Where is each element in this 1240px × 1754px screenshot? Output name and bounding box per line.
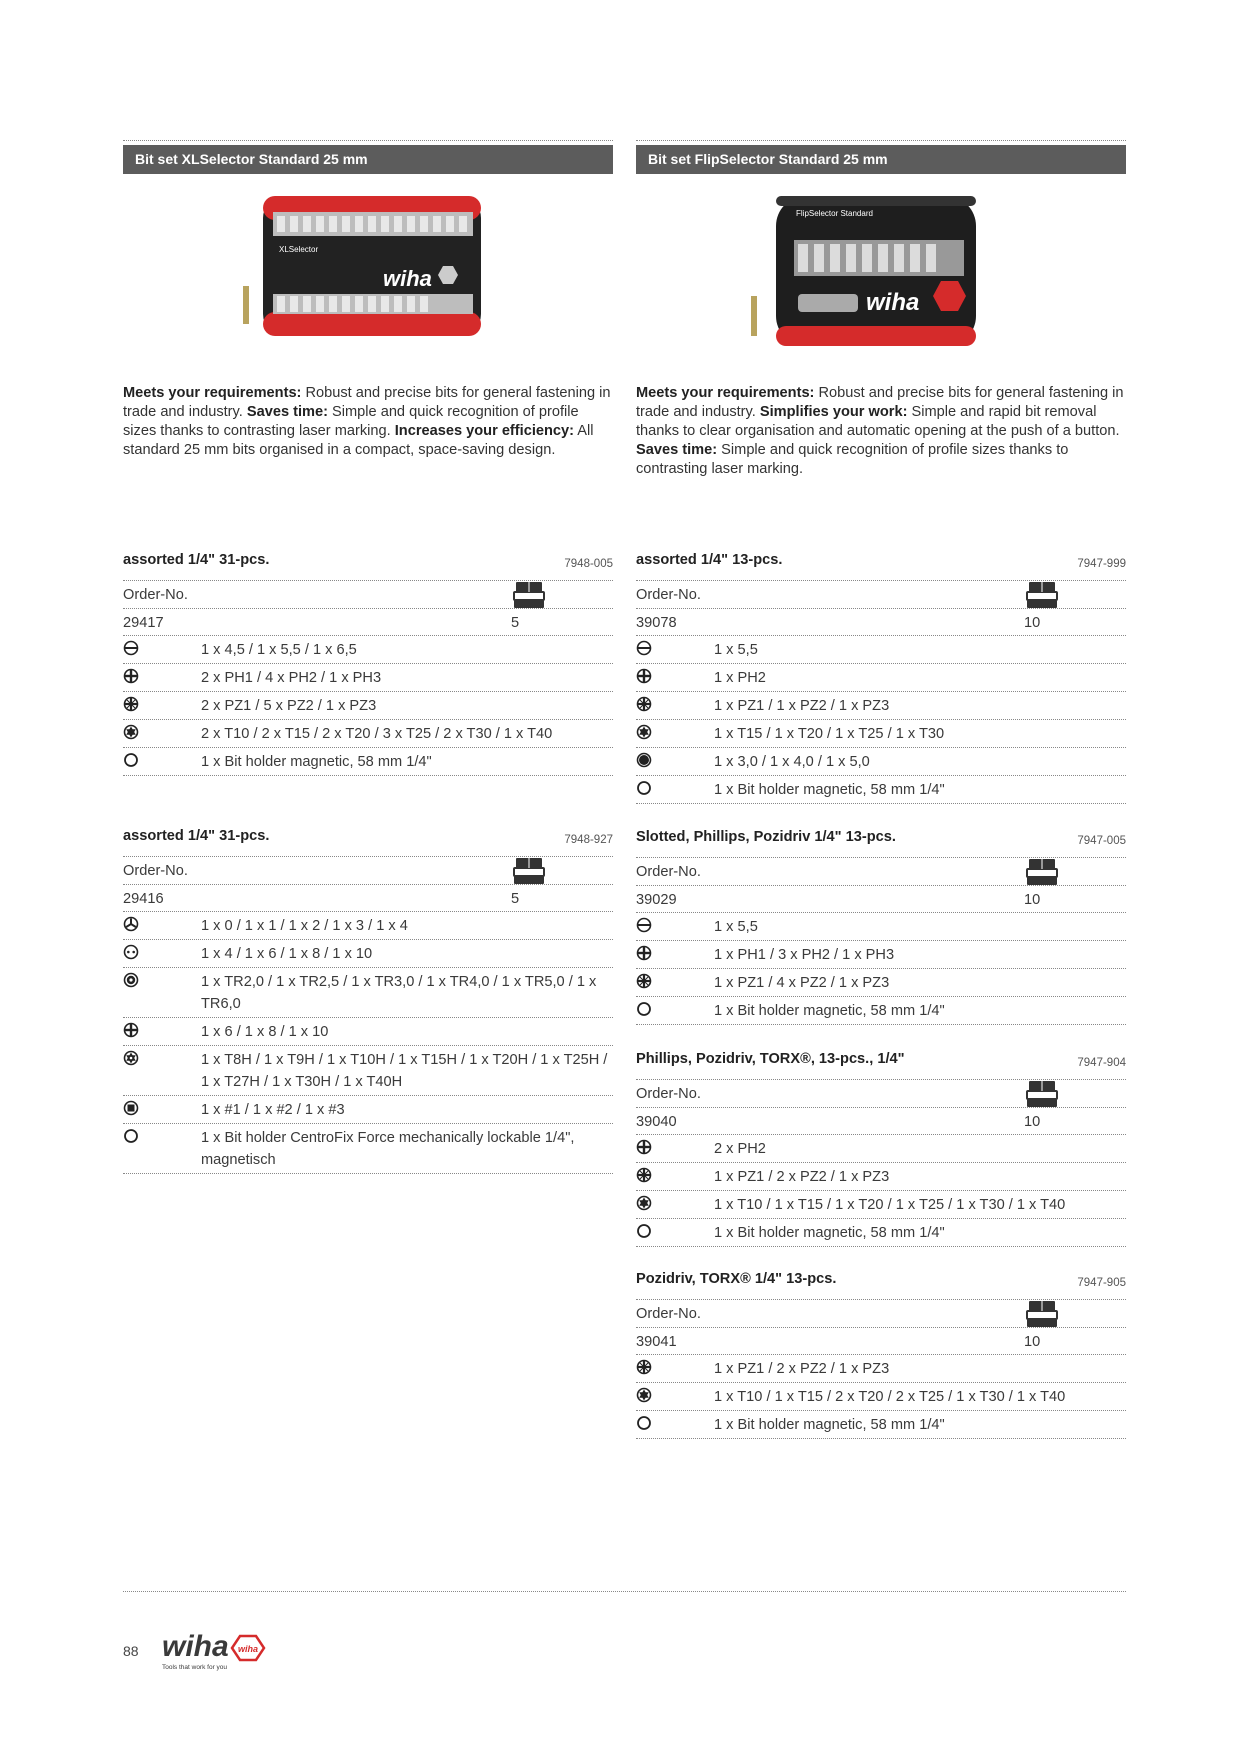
pack-quantity: 5 [511, 891, 520, 907]
bit-row [636, 997, 1126, 1025]
section-header [123, 828, 613, 857]
bit-spec: 1 x T8H / 1 x T9H / 1 x T10H / 1 x T15H / 1 x T20H / 1 x T25H / 1 x T27H / 1 x T30H / 1 x T40H [201, 1052, 608, 1090]
pack-quantity: 10 [1024, 615, 1041, 631]
bit-row [636, 1135, 1126, 1163]
section-header [636, 552, 1126, 581]
torx-tamper-icon [123, 1050, 139, 1066]
bit-spec: 1 x PZ1 / 4 x PZ2 / 1 x PZ3 [714, 975, 890, 991]
order-no-label: Order-No. [123, 863, 188, 879]
bit-row [636, 1219, 1126, 1247]
order-number: 39040 [636, 1114, 677, 1130]
bit-row [636, 636, 1126, 664]
bit-spec: 1 x T10 / 1 x T15 / 2 x T20 / 2 x T25 / 1 x T30 / 1 x T40 [714, 1389, 1066, 1405]
order-number: 39041 [636, 1334, 677, 1350]
svg-text:FlipSelector Standard: FlipSelector Standard [796, 209, 873, 218]
slotted-icon [636, 917, 652, 933]
bit-spec: 1 x 3,0 / 1 x 4,0 / 1 x 5,0 [714, 754, 870, 770]
bit-spec: 1 x PH1 / 3 x PH2 / 1 x PH3 [714, 947, 895, 963]
svg-text:XLSelector: XLSelector [279, 245, 319, 254]
bit-spec: 1 x 0 / 1 x 1 / 1 x 2 / 1 x 3 / 1 x 4 [201, 918, 408, 934]
bit-spec: 1 x 5,5 [714, 642, 758, 658]
product-image-xlselector [243, 186, 603, 364]
bit-row [123, 720, 613, 748]
svg-text:Tools that work for you: Tools that work for you [162, 1664, 228, 1671]
bit-holder-icon [636, 1415, 652, 1431]
order-label-row [636, 1080, 1126, 1108]
phillips-icon [636, 1139, 652, 1155]
bit-spec: 1 x Bit holder magnetic, 58 mm 1/4" [201, 754, 432, 770]
phillips-icon [636, 945, 652, 961]
bit-row [123, 636, 613, 664]
bit-spec: 1 x #1 / 1 x #2 / 1 x #3 [201, 1102, 345, 1118]
bit-spec: 2 x PH1 / 4 x PH2 / 1 x PH3 [201, 670, 382, 686]
pozidriv-icon [636, 973, 652, 989]
packaging-unit-icon [1023, 580, 1061, 610]
wiha-logo [160, 1628, 270, 1672]
section-header [636, 1051, 1126, 1080]
bit-spec: 1 x Bit holder CentroFix Force mechanically lockable 1/4", magnetisch [201, 1130, 575, 1168]
torx-icon [636, 1387, 652, 1403]
bit-spec: 1 x PZ1 / 1 x PZ2 / 1 x PZ3 [714, 698, 890, 714]
svg-text:wiha: wiha [383, 266, 432, 291]
square-icon [123, 1100, 139, 1116]
article-number: 7947-905 [1077, 1277, 1126, 1289]
bit-row [636, 776, 1126, 804]
bit-row [123, 1096, 613, 1124]
pack-quantity: 10 [1024, 1114, 1041, 1130]
packaging-unit-icon [1023, 1079, 1061, 1109]
tri-wing-icon [123, 916, 139, 932]
bit-row [636, 1355, 1126, 1383]
order-number-row [123, 609, 613, 636]
bit-row [123, 940, 613, 968]
order-no-label: Order-No. [636, 864, 701, 880]
section-title: assorted 1/4" 31-pcs. [123, 552, 270, 568]
order-label-row [636, 581, 1126, 609]
bit-row [123, 748, 613, 776]
phillips-icon [123, 668, 139, 684]
packaging-unit-icon [1023, 857, 1061, 887]
pozidriv-icon [123, 696, 139, 712]
phillips-icon [123, 1022, 139, 1038]
section-header [636, 829, 1126, 858]
order-number: 39029 [636, 892, 677, 908]
bit-spec: 1 x PH2 [714, 670, 766, 686]
section-title: assorted 1/4" 31-pcs. [123, 828, 270, 844]
bit-spec: 1 x 4,5 / 1 x 5,5 / 1 x 6,5 [201, 642, 357, 658]
article-number: 7947-904 [1077, 1057, 1126, 1069]
bit-row [123, 664, 613, 692]
slotted-icon [123, 640, 139, 656]
pack-quantity: 10 [1024, 1334, 1041, 1350]
bit-spec: 1 x T10 / 1 x T15 / 1 x T20 / 1 x T25 / 1 x T30 / 1 x T40 [714, 1197, 1066, 1213]
pack-quantity: 5 [511, 615, 520, 631]
bit-spec: 1 x PZ1 / 2 x PZ2 / 1 x PZ3 [714, 1361, 890, 1377]
bit-set-table [123, 552, 613, 776]
bit-spec: 1 x T15 / 1 x T20 / 1 x T25 / 1 x T30 [714, 726, 945, 742]
bit-row [123, 692, 613, 720]
section-title: assorted 1/4" 13-pcs. [636, 552, 783, 568]
bit-spec: 1 x Bit holder magnetic, 58 mm 1/4" [714, 782, 945, 798]
packaging-unit-icon [510, 580, 548, 610]
order-no-label: Order-No. [123, 587, 188, 603]
product-image-flipselector [746, 186, 1106, 364]
product-header: Bit set FlipSelector Standard 25 mm [636, 145, 1126, 174]
section-header [123, 552, 613, 581]
product-description: Meets your requirements: Robust and precise bits for general fastening in trade and industry. Saves time: Simple and quick recognition of profile sizes thanks to contrasting laser marking. Increases your efficiency: All standard 25 mm bits organised in a compact, space-saving design. [123, 385, 611, 458]
bit-row [123, 912, 613, 940]
bit-row [123, 1124, 613, 1174]
bit-set-table [636, 1271, 1126, 1439]
section-title: Pozidriv, TORX® 1/4" 13-pcs. [636, 1271, 837, 1287]
page-number: 88 [123, 1643, 139, 1659]
pozidriv-icon [636, 1167, 652, 1183]
bit-spec: 1 x 6 / 1 x 8 / 1 x 10 [201, 1024, 329, 1040]
hex-icon [636, 752, 652, 768]
bit-spec: 2 x PZ1 / 5 x PZ2 / 1 x PZ3 [201, 698, 377, 714]
bit-holder-icon [636, 1223, 652, 1239]
bit-row [636, 941, 1126, 969]
order-number: 29416 [123, 891, 164, 907]
torx-icon [636, 724, 652, 740]
bit-row [636, 692, 1126, 720]
order-label-row [123, 581, 613, 609]
bit-set-table [123, 828, 613, 1174]
slotted-icon [636, 640, 652, 656]
bit-set-table [636, 829, 1126, 1025]
bit-spec: 2 x T10 / 2 x T15 / 2 x T20 / 3 x T25 / 2 x T30 / 1 x T40 [201, 726, 553, 742]
pack-quantity: 10 [1024, 892, 1041, 908]
spanner-icon [123, 944, 139, 960]
bit-row [636, 1163, 1126, 1191]
bit-spec: 1 x Bit holder magnetic, 58 mm 1/4" [714, 1003, 945, 1019]
divider [636, 140, 1126, 141]
article-number: 7948-005 [564, 558, 613, 570]
section-title: Slotted, Phillips, Pozidriv 1/4" 13-pcs. [636, 829, 896, 845]
order-no-label: Order-No. [636, 1306, 701, 1322]
bit-holder-icon [636, 1001, 652, 1017]
bit-row [123, 968, 613, 1018]
pozidriv-icon [636, 696, 652, 712]
section-title: Phillips, Pozidriv, TORX®, 13-pcs., 1/4" [636, 1051, 905, 1067]
bit-row [636, 748, 1126, 776]
bit-holder-icon [123, 1128, 139, 1144]
product-description: Meets your requirements: Robust and precise bits for general fastening in trade and industry. Simplifies your work: Simple and rapid bit removal thanks to clear organisation and automatic opening at the push of a button. Saves time: Simple and quick recognition of profile sizes thanks to contrasting laser marking. [636, 385, 1124, 477]
bit-row [636, 1383, 1126, 1411]
bit-spec: 2 x PH2 [714, 1141, 766, 1157]
pozidriv-icon [636, 1359, 652, 1375]
bit-row [636, 720, 1126, 748]
order-number-row [636, 1328, 1126, 1355]
bit-row [123, 1018, 613, 1046]
article-number: 7948-927 [564, 834, 613, 846]
bit-set-table [636, 552, 1126, 804]
bit-holder-icon [636, 780, 652, 796]
bit-row [636, 913, 1126, 941]
divider [123, 140, 613, 141]
phillips-icon [636, 668, 652, 684]
bit-row [636, 664, 1126, 692]
order-number-row [636, 609, 1126, 636]
bit-row [123, 1046, 613, 1096]
order-number: 39078 [636, 615, 677, 631]
bit-row [636, 969, 1126, 997]
bit-spec: 1 x Bit holder magnetic, 58 mm 1/4" [714, 1225, 945, 1241]
bit-spec: 1 x 5,5 [714, 919, 758, 935]
section-header [636, 1271, 1126, 1300]
bit-spec: 1 x PZ1 / 2 x PZ2 / 1 x PZ3 [714, 1169, 890, 1185]
article-number: 7947-999 [1077, 558, 1126, 570]
torx-icon [123, 724, 139, 740]
order-label-row [123, 857, 613, 885]
order-label-row [636, 1300, 1126, 1328]
torx-icon [636, 1195, 652, 1211]
article-number: 7947-005 [1077, 835, 1126, 847]
order-label-row [636, 858, 1126, 886]
footer-divider [123, 1591, 1126, 1592]
svg-text:wiha: wiha [162, 1630, 229, 1663]
packaging-unit-icon [510, 856, 548, 886]
product-header: Bit set XLSelector Standard 25 mm [123, 145, 613, 174]
order-number-row [636, 886, 1126, 913]
order-number: 29417 [123, 615, 164, 631]
order-number-row [123, 885, 613, 912]
bit-row [636, 1191, 1126, 1219]
bit-set-table [636, 1051, 1126, 1247]
order-no-label: Order-No. [636, 1086, 701, 1102]
torq-set-icon [123, 972, 139, 988]
svg-text:wiha: wiha [866, 289, 920, 316]
bit-spec: 1 x TR2,0 / 1 x TR2,5 / 1 x TR3,0 / 1 x TR4,0 / 1 x TR5,0 / 1 x TR6,0 [201, 974, 597, 1012]
order-no-label: Order-No. [636, 587, 701, 603]
bit-row [636, 1411, 1126, 1439]
order-number-row [636, 1108, 1126, 1135]
svg-text:wiha: wiha [238, 1644, 259, 1654]
bit-holder-icon [123, 752, 139, 768]
packaging-unit-icon [1023, 1299, 1061, 1329]
bit-spec: 1 x Bit holder magnetic, 58 mm 1/4" [714, 1417, 945, 1433]
bit-spec: 1 x 4 / 1 x 6 / 1 x 8 / 1 x 10 [201, 946, 373, 962]
